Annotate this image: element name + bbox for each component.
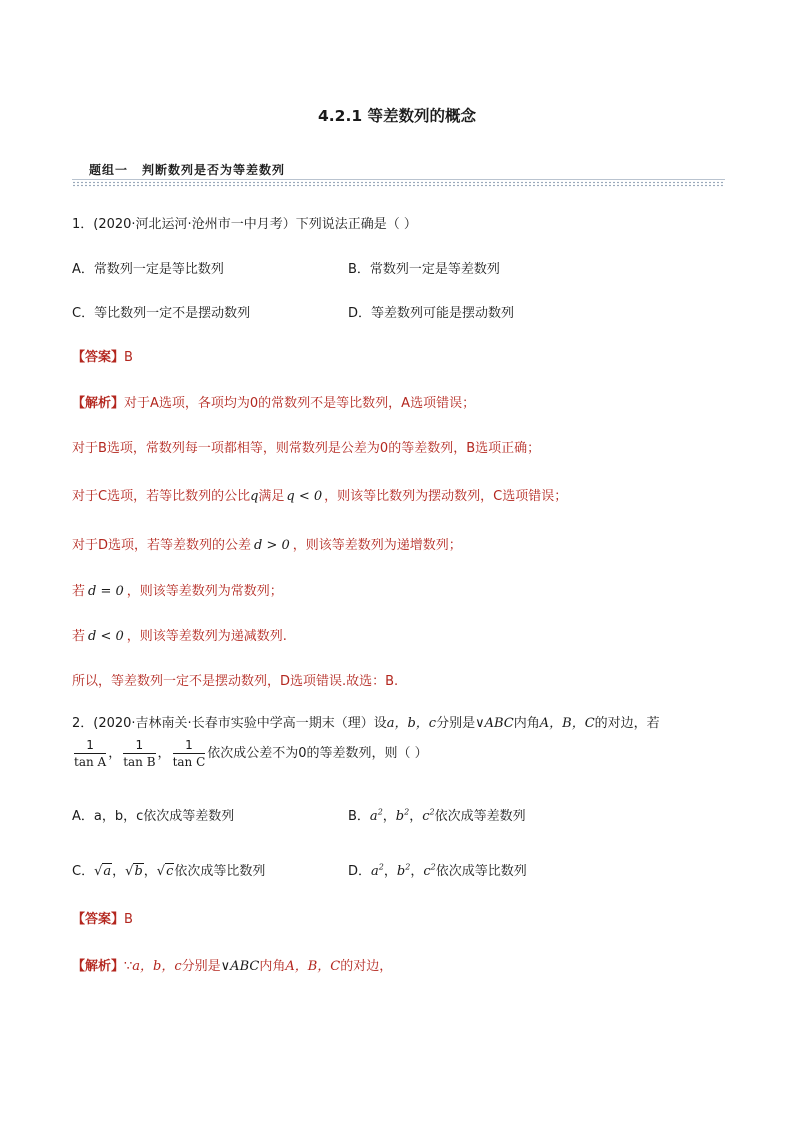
q1-analysis-line-7: 所以，等差数列一定不是摆动数列，D选项错误.故选：B.	[72, 674, 399, 689]
text: ，则该等差数列为常数列；	[126, 584, 283, 599]
text: 内角	[513, 716, 540, 731]
triangle-symbol: ∨ABC	[475, 716, 514, 731]
math-var: b	[395, 809, 405, 824]
answer-value: B	[124, 912, 133, 927]
analysis-tag: 【解析】	[72, 959, 125, 974]
sqrt-radicand: a	[103, 864, 112, 879]
numerator: 1	[123, 738, 155, 754]
analysis-text: 对于A选项，各项均为0的常数列不是等比数列，A选项错误；	[124, 396, 476, 411]
answer-value: B	[124, 350, 133, 365]
text: 对于D选项，若等差数列的公差	[72, 538, 252, 553]
text: ，则该等差数列为递减数列.	[126, 629, 287, 644]
text: 依次成公差不为0的等差数列，则（ ）	[207, 746, 428, 761]
q1-analysis-line-3	[72, 485, 567, 504]
math-var: a	[369, 809, 378, 824]
text: 依次成等差数列	[434, 809, 526, 824]
q1-analysis-line-5	[72, 580, 283, 599]
q2-analysis	[72, 955, 392, 974]
q2-option-d: D．$a^2$，$b^2$，$c^2$依次成等比数列	[348, 862, 527, 879]
text: B．	[348, 809, 370, 824]
answer-tag: 【答案】	[72, 350, 125, 365]
math-var: q	[250, 489, 259, 504]
math-expr: d > 0	[254, 538, 290, 553]
denominator: tan B	[123, 755, 156, 769]
text: 的对边，若	[594, 716, 660, 731]
section-divider	[72, 181, 725, 187]
math-vars: A，B，C	[539, 716, 595, 731]
triangle-symbol: ∨ABC	[220, 959, 260, 974]
text: 对于C选项，若等比数列的公比	[72, 489, 251, 504]
text: 若	[72, 629, 86, 644]
sqrt-radicand: b	[134, 864, 143, 879]
text: 2．(2020·吉林南关·长春市实验中学高一期末（理）设	[72, 716, 387, 731]
text: ∵	[124, 959, 133, 974]
q1-option-d: D．等差数列可能是摆动数列	[348, 306, 515, 321]
math-vars: a，b，c	[386, 716, 437, 731]
section-label: 题组一	[89, 163, 129, 177]
q1-answer	[72, 346, 133, 365]
text: ，则该等比数列为摆动数列，C选项错误；	[324, 489, 568, 504]
text: 分别是	[181, 959, 221, 974]
math-expr: d = 0	[88, 584, 124, 599]
text: 若	[72, 584, 86, 599]
denominator: tan A	[74, 755, 107, 769]
q1-option-c: C．等比数列一定不是摆动数列	[72, 306, 251, 321]
text: 依次成等比数列	[174, 864, 266, 879]
q2-answer	[72, 908, 133, 927]
numerator: 1	[74, 738, 106, 754]
q1-option-b: B．常数列一定是等差数列	[348, 262, 500, 277]
math-var: b	[396, 864, 406, 879]
text: 分别是	[436, 716, 476, 731]
text: 满足	[258, 489, 285, 504]
analysis-tag: 【解析】	[72, 396, 125, 411]
text: ，则该等差数列为递增数列；	[292, 538, 462, 553]
denominator: tan C	[172, 755, 206, 769]
q2-option-b: B．$a^2$，$b^2$，$c^2$依次成等差数列	[348, 807, 526, 824]
text: 的对边，	[340, 959, 393, 974]
text: 内角	[259, 959, 286, 974]
numerator: 1	[173, 738, 206, 754]
text: C．	[72, 864, 95, 879]
q2-stem	[72, 712, 660, 731]
math-vars: A，B，C	[285, 959, 341, 974]
q2-option-c: C．√a，√b，√c依次成等比数列	[72, 864, 266, 879]
page-title: 4.2.1 等差数列的概念	[317, 107, 477, 125]
q1-analysis-line-4	[72, 534, 462, 553]
q2-stem-line-2: $\frac{1}{\text{tan A}}$ ， $\frac{1}{\text{tan B}}$ ， $\frac{1}{\text{tan C}}$ 依次成公差不为0的等差数列，则（ ）	[74, 738, 428, 769]
fraction	[74, 738, 106, 769]
answer-tag: 【答案】	[72, 912, 125, 927]
fraction	[173, 738, 206, 769]
section-header	[89, 161, 285, 178]
q1-analysis-line-2: 对于B选项，常数列每一项都相等，则常数列是公差为0的等差数列，B选项正确；	[72, 441, 541, 456]
section-topic: 判断数列是否为等差数列	[142, 163, 286, 177]
math-vars: a，b，c	[132, 959, 182, 974]
q2-option-a: A．a，b，c依次成等差数列	[72, 809, 235, 824]
text: 依次成等比数列	[435, 864, 527, 879]
q1-analysis-line-6	[72, 625, 287, 644]
sqrt-radicand: c	[166, 864, 174, 879]
q1-stem: 1．(2020·河北运河·沧州市一中月考）下列说法正确是（ ）	[72, 217, 417, 232]
text: D．	[348, 864, 372, 879]
fraction	[123, 738, 155, 769]
math-var: c	[422, 809, 430, 824]
section-divider-line	[72, 179, 725, 180]
math-var: a	[371, 864, 379, 879]
math-var: c	[423, 864, 431, 879]
math-expr: d < 0	[88, 629, 124, 644]
q1-option-a: A．常数列一定是等比数列	[72, 262, 224, 277]
math-expr: q < 0	[286, 489, 323, 504]
q1-analysis-line-1	[72, 392, 475, 411]
